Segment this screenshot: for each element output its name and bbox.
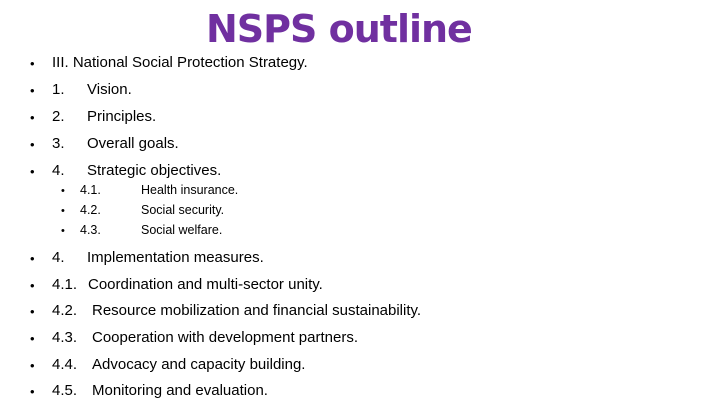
item-number: 4.2. — [80, 203, 101, 217]
bullet-icon: • — [30, 278, 35, 293]
bullet-icon: • — [30, 304, 35, 319]
item-number: 2. — [52, 108, 65, 125]
item-text: Vision. — [87, 81, 132, 98]
item-number: 3. — [52, 135, 65, 152]
bullet-icon: • — [30, 56, 35, 71]
item-number: 4.1. — [80, 183, 101, 197]
item-number: 4.3. — [52, 329, 78, 346]
bullet-icon: • — [30, 331, 35, 346]
item-text: Strategic objectives. — [87, 162, 222, 179]
item-number: 4. — [52, 249, 65, 266]
bullet-icon: • — [30, 358, 35, 373]
item-number: 4. — [52, 162, 65, 179]
item-text: Overall goals. — [87, 135, 179, 152]
bullet-icon: • — [61, 225, 65, 237]
bullet-icon: • — [30, 110, 35, 125]
item-text: Coordination and multi-sector unity. — [88, 276, 323, 293]
item-text: Cooperation with development partners. — [92, 329, 358, 346]
slide-title: NSPS outline — [206, 7, 472, 51]
item-text: Health insurance. — [141, 183, 239, 197]
bullet-icon: • — [61, 205, 65, 217]
bullet-icon: • — [30, 83, 35, 98]
bullet-icon: • — [30, 137, 35, 152]
item-number: 4.4. — [52, 356, 78, 373]
outline-heading: III. National Social Protection Strategy. — [52, 54, 308, 71]
item-text: Social welfare. — [141, 223, 223, 237]
item-text: Principles. — [87, 108, 157, 125]
bullet-icon: • — [30, 384, 35, 399]
item-number: 4.3. — [80, 223, 101, 237]
item-number: 4.1. — [52, 276, 78, 293]
item-number: 4.5. — [52, 382, 78, 399]
bullet-icon: • — [30, 251, 35, 266]
item-text: Monitoring and evaluation. — [92, 382, 268, 399]
item-text: Implementation measures. — [87, 249, 264, 266]
item-text: Social security. — [141, 203, 225, 217]
item-text: Advocacy and capacity building. — [92, 356, 306, 373]
item-number: 4.2. — [52, 302, 78, 319]
item-number: 1. — [52, 81, 65, 98]
bullet-icon: • — [61, 185, 65, 197]
bullet-icon: • — [30, 164, 35, 179]
item-text: Resource mobilization and financial sustainability. — [92, 302, 422, 319]
